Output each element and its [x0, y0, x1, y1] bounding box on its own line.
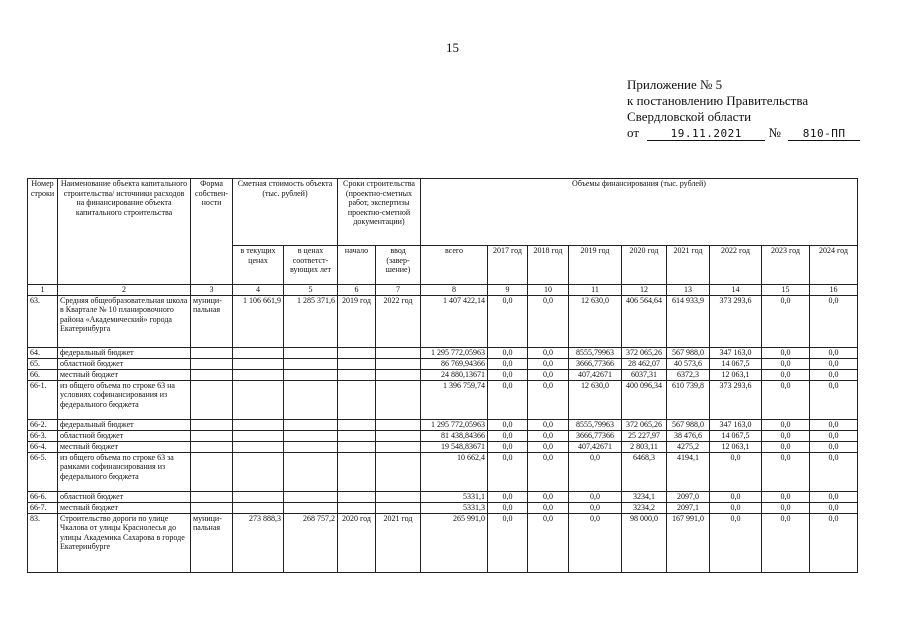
year-value: 0,0: [810, 419, 858, 430]
year-value: 373 293,6: [710, 295, 762, 347]
year-value: 0,0: [488, 380, 528, 419]
year-value: 3666,77366: [569, 430, 622, 441]
year-value: 0,0: [810, 491, 858, 502]
total: 265 991,0: [421, 513, 488, 572]
year-value: 6372,3: [667, 369, 710, 380]
row-number: 66-3.: [28, 430, 58, 441]
table-row: [28, 430, 858, 441]
year-value: 0,0: [762, 358, 810, 369]
ownership: муници-пальная: [191, 295, 233, 347]
header-cost-relevant: в ценах соответст-вующих лет: [284, 246, 338, 285]
header-end: ввод (завер-шение): [376, 246, 421, 285]
year-value: 2097,0: [667, 491, 710, 502]
cost-current: [233, 502, 284, 513]
object-name: Средняя общеобразовательная школа в Квартале № 10 планировочного района «Академический» города Екатеринбурга: [58, 295, 191, 347]
start-year: [338, 419, 376, 430]
row-number: 66.: [28, 369, 58, 380]
start-year: [338, 358, 376, 369]
end-year: [376, 380, 421, 419]
year-value: 0,0: [710, 491, 762, 502]
year-value: 372 065,26: [622, 419, 667, 430]
year-value: 6037,31: [622, 369, 667, 380]
end-year: [376, 347, 421, 358]
year-value: 0,0: [810, 502, 858, 513]
object-name: областной бюджет: [58, 491, 191, 502]
year-value: 0,0: [762, 502, 810, 513]
year-value: 0,0: [810, 347, 858, 358]
year-value: 0,0: [528, 452, 569, 491]
cost-current: [233, 452, 284, 491]
ownership: [191, 347, 233, 358]
object-name: местный бюджет: [58, 441, 191, 452]
table-row: [28, 513, 858, 572]
year-value: 0,0: [710, 452, 762, 491]
year-value: 0,0: [528, 358, 569, 369]
year-value: 0,0: [488, 452, 528, 491]
ownership: [191, 419, 233, 430]
year-value: 347 163,0: [710, 347, 762, 358]
total: 1 407 422,14: [421, 295, 488, 347]
year-value: 38 476,6: [667, 430, 710, 441]
year-value: 0,0: [762, 380, 810, 419]
col-number: 14: [710, 285, 762, 296]
cost-relevant: [284, 502, 338, 513]
year-value: 3666,77366: [569, 358, 622, 369]
header-construction-terms: Сроки строительства (проектно-сметных работ, экспертизы проектно-сметной документации): [338, 179, 421, 246]
appendix-line-3: Свердловской области: [627, 109, 752, 124]
year-value: 98 000,0: [622, 513, 667, 572]
cost-relevant: [284, 347, 338, 358]
start-year: [338, 452, 376, 491]
year-value: 0,0: [810, 358, 858, 369]
row-number: 63.: [28, 295, 58, 347]
appendix-date-line: [627, 125, 897, 141]
year-value: 0,0: [488, 441, 528, 452]
appendix-line-2: к постановлению Правительства: [627, 93, 809, 108]
cost-current: [233, 358, 284, 369]
object-name: федеральный бюджет: [58, 419, 191, 430]
start-year: [338, 502, 376, 513]
year-value: 0,0: [528, 369, 569, 380]
cost-current: [233, 430, 284, 441]
col-number: 8: [421, 285, 488, 296]
cost-relevant: [284, 491, 338, 502]
year-value: 0,0: [762, 452, 810, 491]
table-row: [28, 502, 858, 513]
col-number: 1: [28, 285, 58, 296]
year-value: 0,0: [528, 441, 569, 452]
year-value: 0,0: [528, 513, 569, 572]
year-value: 12 630,0: [569, 295, 622, 347]
year-value: 567 988,0: [667, 419, 710, 430]
resolution-number: 810-ПП: [788, 128, 860, 141]
end-year: [376, 502, 421, 513]
header-object-name: Наименование объекта капитального строительства/ источники расходов на финансирование объекта капитального строительства: [58, 179, 191, 285]
year-value: 6468,3: [622, 452, 667, 491]
year-value: 610 739,8: [667, 380, 710, 419]
year-value: 0,0: [762, 295, 810, 347]
start-year: [338, 430, 376, 441]
end-year: [376, 441, 421, 452]
year-value: 4194,1: [667, 452, 710, 491]
year-value: 0,0: [762, 441, 810, 452]
col-number: 16: [810, 285, 858, 296]
row-number: 66-5.: [28, 452, 58, 491]
ownership: [191, 369, 233, 380]
year-value: 167 991,0: [667, 513, 710, 572]
year-value: 0,0: [528, 419, 569, 430]
year-value: 0,0: [810, 452, 858, 491]
table-row: [28, 441, 858, 452]
total: 10 662,4: [421, 452, 488, 491]
header-year: 2017 год: [488, 246, 528, 285]
object-name: местный бюджет: [58, 502, 191, 513]
year-value: 4275,2: [667, 441, 710, 452]
total: 86 769,94366: [421, 358, 488, 369]
year-value: 407,42671: [569, 369, 622, 380]
year-value: 0,0: [528, 502, 569, 513]
cost-current: [233, 380, 284, 419]
table-row: [28, 358, 858, 369]
year-value: 0,0: [762, 369, 810, 380]
table-row: [28, 295, 858, 347]
col-number: 13: [667, 285, 710, 296]
col-number: 3: [191, 285, 233, 296]
end-year: 2022 год: [376, 295, 421, 347]
row-number: 66-2.: [28, 419, 58, 430]
col-number: 9: [488, 285, 528, 296]
object-name: местный бюджет: [58, 369, 191, 380]
start-year: 2019 год: [338, 295, 376, 347]
row-number: 64.: [28, 347, 58, 358]
row-number: 66-7.: [28, 502, 58, 513]
year-value: 407,42671: [569, 441, 622, 452]
cost-current: [233, 491, 284, 502]
page-number: 15: [446, 40, 459, 55]
year-value: 12 063,1: [710, 369, 762, 380]
col-number: 4: [233, 285, 284, 296]
cost-relevant: [284, 419, 338, 430]
cost-relevant: [284, 358, 338, 369]
col-number: 10: [528, 285, 569, 296]
year-value: 0,0: [488, 430, 528, 441]
end-year: [376, 419, 421, 430]
year-value: 0,0: [488, 295, 528, 347]
ownership: [191, 441, 233, 452]
year-value: 347 163,0: [710, 419, 762, 430]
year-value: 372 065,26: [622, 347, 667, 358]
end-year: [376, 358, 421, 369]
end-year: [376, 452, 421, 491]
year-value: 0,0: [488, 513, 528, 572]
year-value: 0,0: [569, 502, 622, 513]
ownership: муници-пальная: [191, 513, 233, 572]
cost-current: [233, 419, 284, 430]
col-number: 12: [622, 285, 667, 296]
object-name: областной бюджет: [58, 358, 191, 369]
start-year: [338, 369, 376, 380]
year-value: 0,0: [569, 452, 622, 491]
year-value: 0,0: [810, 380, 858, 419]
year-value: 8555,79963: [569, 419, 622, 430]
year-value: 0,0: [528, 295, 569, 347]
year-value: 567 988,0: [667, 347, 710, 358]
header-cost-current: в текущих ценах: [233, 246, 284, 285]
table-row: [28, 419, 858, 430]
year-value: 0,0: [488, 419, 528, 430]
ownership: [191, 502, 233, 513]
total: 1 295 772,05963: [421, 419, 488, 430]
total: 1 295 772,05963: [421, 347, 488, 358]
year-value: 0,0: [710, 502, 762, 513]
row-number: 65.: [28, 358, 58, 369]
cost-relevant: 1 285 371,6: [284, 295, 338, 347]
table-row: [28, 452, 858, 491]
year-value: 12 063,1: [710, 441, 762, 452]
cost-current: [233, 347, 284, 358]
year-value: 0,0: [528, 347, 569, 358]
cost-relevant: 268 757,2: [284, 513, 338, 572]
year-value: 0,0: [569, 513, 622, 572]
col-number: 5: [284, 285, 338, 296]
year-value: 0,0: [488, 502, 528, 513]
from-label: от: [627, 125, 640, 140]
header-year: 2018 год: [528, 246, 569, 285]
header-year: 2020 год: [622, 246, 667, 285]
cost-relevant: [284, 380, 338, 419]
end-year: [376, 491, 421, 502]
header-year: 2022 год: [710, 246, 762, 285]
ownership: [191, 430, 233, 441]
cost-relevant: [284, 430, 338, 441]
cost-relevant: [284, 452, 338, 491]
start-year: [338, 491, 376, 502]
ownership: [191, 491, 233, 502]
cost-relevant: [284, 369, 338, 380]
end-year: [376, 430, 421, 441]
year-value: 25 227,97: [622, 430, 667, 441]
cost-current: 273 888,3: [233, 513, 284, 572]
row-number: 66-4.: [28, 441, 58, 452]
row-number: 83.: [28, 513, 58, 572]
year-value: 14 067,5: [710, 430, 762, 441]
col-number: 11: [569, 285, 622, 296]
year-value: 0,0: [488, 369, 528, 380]
appendix-title: Приложение № 5: [627, 77, 723, 92]
header-financing-volumes: Объемы финансирования (тыс. рублей): [421, 179, 858, 246]
table-row: [28, 369, 858, 380]
header-year: 2024 год: [810, 246, 858, 285]
col-number: 2: [58, 285, 191, 296]
year-value: 0,0: [810, 441, 858, 452]
year-value: 0,0: [488, 347, 528, 358]
appendix-block: [627, 77, 897, 141]
start-year: 2020 год: [338, 513, 376, 572]
object-name: федеральный бюджет: [58, 347, 191, 358]
year-value: 0,0: [810, 430, 858, 441]
header-row-number: Номер строки: [28, 179, 58, 285]
financing-table: [27, 178, 858, 573]
row-number: 66-1.: [28, 380, 58, 419]
table-row: [28, 347, 858, 358]
total: 24 880,13671: [421, 369, 488, 380]
year-value: 0,0: [528, 491, 569, 502]
year-value: 28 462,07: [622, 358, 667, 369]
column-number-row: [28, 285, 858, 296]
object-name: областной бюджет: [58, 430, 191, 441]
end-year: [376, 369, 421, 380]
year-value: 614 933,9: [667, 295, 710, 347]
header-year: 2019 год: [569, 246, 622, 285]
row-number: 66-6.: [28, 491, 58, 502]
col-number: 7: [376, 285, 421, 296]
year-value: 0,0: [762, 513, 810, 572]
year-value: 3234,1: [622, 491, 667, 502]
cost-relevant: [284, 441, 338, 452]
year-value: 0,0: [528, 380, 569, 419]
ownership: [191, 380, 233, 419]
cost-current: [233, 441, 284, 452]
year-value: 0,0: [810, 513, 858, 572]
resolution-date: 19.11.2021: [647, 128, 765, 141]
year-value: 8555,79963: [569, 347, 622, 358]
year-value: 0,0: [528, 430, 569, 441]
total: 1 396 759,74: [421, 380, 488, 419]
header-start: начало: [338, 246, 376, 285]
object-name: из общего объема по строке 63 за рамками софинансирования из федерального бюджета: [58, 452, 191, 491]
year-value: 0,0: [710, 513, 762, 572]
year-value: 0,0: [488, 491, 528, 502]
year-value: 3234,2: [622, 502, 667, 513]
start-year: [338, 380, 376, 419]
year-value: 0,0: [762, 419, 810, 430]
total: 19 548,83671: [421, 441, 488, 452]
year-value: 0,0: [762, 491, 810, 502]
col-number: 15: [762, 285, 810, 296]
number-label: №: [768, 125, 781, 140]
start-year: [338, 347, 376, 358]
year-value: 0,0: [762, 347, 810, 358]
header-estimated-cost: Сметная стоимость объекта (тыс. рублей): [233, 179, 338, 246]
header-ownership: Форма собствен-ности: [191, 179, 233, 285]
header-year: 2021 год: [667, 246, 710, 285]
year-value: 12 630,0: [569, 380, 622, 419]
object-name: из общего объема по строке 63 на условиях софинансирования из федерального бюджета: [58, 380, 191, 419]
year-value: 2097,1: [667, 502, 710, 513]
end-year: 2021 год: [376, 513, 421, 572]
header-year: 2023 год: [762, 246, 810, 285]
object-name: Строительство дороги по улице Чкалова от улицы Краснолесья до улицы Академика Сахарова в городе Екатеринбурге: [58, 513, 191, 572]
year-value: 14 067,5: [710, 358, 762, 369]
year-value: 40 573,6: [667, 358, 710, 369]
year-value: 2 803,11: [622, 441, 667, 452]
header-total: всего: [421, 246, 488, 285]
ownership: [191, 358, 233, 369]
start-year: [338, 441, 376, 452]
total: 5331,1: [421, 491, 488, 502]
table-row: [28, 491, 858, 502]
year-value: 0,0: [810, 295, 858, 347]
total: 81 438,84366: [421, 430, 488, 441]
year-value: 406 564,64: [622, 295, 667, 347]
year-value: 0,0: [569, 491, 622, 502]
year-value: 0,0: [488, 358, 528, 369]
ownership: [191, 452, 233, 491]
col-number: 6: [338, 285, 376, 296]
table-row: [28, 380, 858, 419]
cost-current: 1 106 661,9: [233, 295, 284, 347]
year-value: 0,0: [810, 369, 858, 380]
cost-current: [233, 369, 284, 380]
year-value: 373 293,6: [710, 380, 762, 419]
year-value: 400 096,34: [622, 380, 667, 419]
year-value: 0,0: [762, 430, 810, 441]
total: 5331,3: [421, 502, 488, 513]
